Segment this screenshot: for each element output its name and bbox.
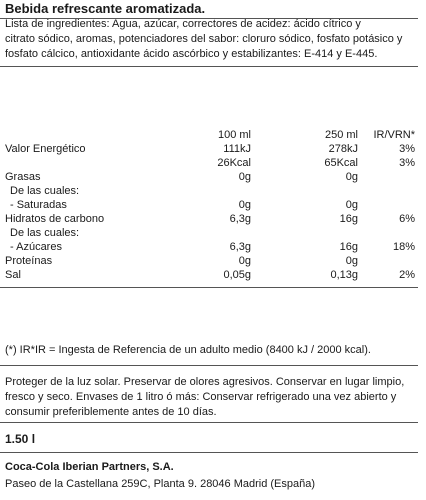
nutrition-row	[0, 240, 418, 254]
nutrition-header	[0, 128, 418, 142]
nutrition-ir-cell: 3%	[399, 157, 415, 169]
nutrition-per100-cell: 6,3g	[229, 241, 251, 253]
net-volume: 1.50 l	[5, 432, 36, 446]
nutrition-header-ir: IR/VRN*	[373, 129, 415, 141]
nutrition-per100-cell: 0g	[238, 199, 251, 211]
nutrition-row	[0, 156, 418, 170]
nutrition-label-cell: De las cuales:	[10, 227, 80, 239]
nutrition-ir-cell: 2%	[399, 269, 415, 281]
company-name: Coca-Cola Iberian Partners, S.A.	[5, 461, 174, 473]
nutrition-label-cell: Proteínas	[5, 255, 53, 267]
nutrition-per250-cell: 0g	[345, 255, 358, 267]
nutrition-per250-cell: 278kJ	[328, 143, 358, 155]
nutrition-label-cell: - Azúcares	[10, 241, 62, 253]
footnote-line: (*) IR*IR = Ingesta de Referencia de un adulto medio (8400 kJ / 2000 kcal).	[5, 344, 371, 356]
nutrition-row	[0, 142, 418, 156]
storage-line: fresco y seco. Envases de 1 litro ó más: Conservar refrigerado una vez abierto y	[5, 391, 397, 403]
nutrition-per100-cell: 6,3g	[229, 213, 251, 225]
company-address: Paseo de la Castellana 259C, Planta 9. 28046 Madrid (España)	[5, 478, 316, 490]
nutrition-label-cell: - Saturadas	[10, 199, 67, 211]
nutrition-per250-cell: 16g	[339, 213, 358, 225]
divider-storage	[0, 422, 418, 423]
nutrition-label-cell: Grasas	[5, 171, 41, 183]
nutrition-row	[0, 254, 418, 268]
nutrition-header-per100: 100 ml	[217, 129, 251, 141]
nutrition-label-cell: Sal	[5, 269, 21, 281]
reference-footnote	[5, 343, 417, 358]
nutrition-rows	[0, 142, 418, 282]
nutrition-per250-cell: 0,13g	[330, 269, 358, 281]
nutrition-label-cell: Valor Energético	[5, 143, 86, 155]
ingredients-line: fosfato cálcico, antioxidante ácido ascórbico y estabilizantes: E-414 y E-445.	[5, 48, 378, 60]
nutrition-ir-cell: 18%	[392, 241, 415, 253]
nutrition-per250-cell: 65Kcal	[324, 157, 358, 169]
divider-footnote	[0, 365, 418, 366]
ingredients-line: Lista de ingredientes: Agua, azúcar, correctores de acidez: ácido cítrico y	[5, 18, 361, 30]
storage-instructions	[5, 375, 417, 420]
nutrition-row	[0, 184, 418, 198]
product-title: Bebida refrescante aromatizada.	[5, 1, 206, 16]
divider-ingredients	[0, 66, 418, 67]
nutrition-row	[0, 198, 418, 212]
nutrition-per250-cell: 16g	[339, 241, 358, 253]
nutrition-per100-cell: 0g	[238, 171, 251, 183]
nutrition-per100-cell: 26Kcal	[217, 157, 251, 169]
nutrition-row	[0, 226, 418, 240]
storage-line: Proteger de la luz solar. Preservar de olores agresivos. Conservar en lugar limpio,	[5, 376, 405, 388]
nutrition-per100-cell: 111kJ	[223, 143, 251, 155]
nutrition-row	[0, 212, 418, 226]
nutrition-per250-cell: 0g	[345, 199, 358, 211]
nutrition-label-cell: De las cuales:	[10, 185, 80, 197]
ingredients-line: citrato sódico, aromas, potenciadores del sabor: cloruro sódico, fosfato potásico y	[5, 33, 403, 45]
nutrition-row	[0, 268, 418, 282]
storage-line: consumir preferiblemente antes de 10 días.	[5, 406, 217, 418]
nutrition-ir-cell: 6%	[399, 213, 415, 225]
nutrition-per250-cell: 0g	[345, 171, 358, 183]
nutrition-ir-cell: 3%	[399, 143, 415, 155]
divider-volume	[0, 452, 418, 453]
nutrition-table	[0, 128, 418, 282]
ingredients-list	[5, 17, 417, 62]
nutrition-row	[0, 170, 418, 184]
divider-nutrition	[0, 287, 418, 288]
nutrition-label-cell: Hidratos de carbono	[5, 213, 105, 225]
nutrition-header-per250: 250 ml	[324, 129, 358, 141]
nutrition-per100-cell: 0g	[238, 255, 251, 267]
nutrition-per100-cell: 0,05g	[223, 269, 251, 281]
